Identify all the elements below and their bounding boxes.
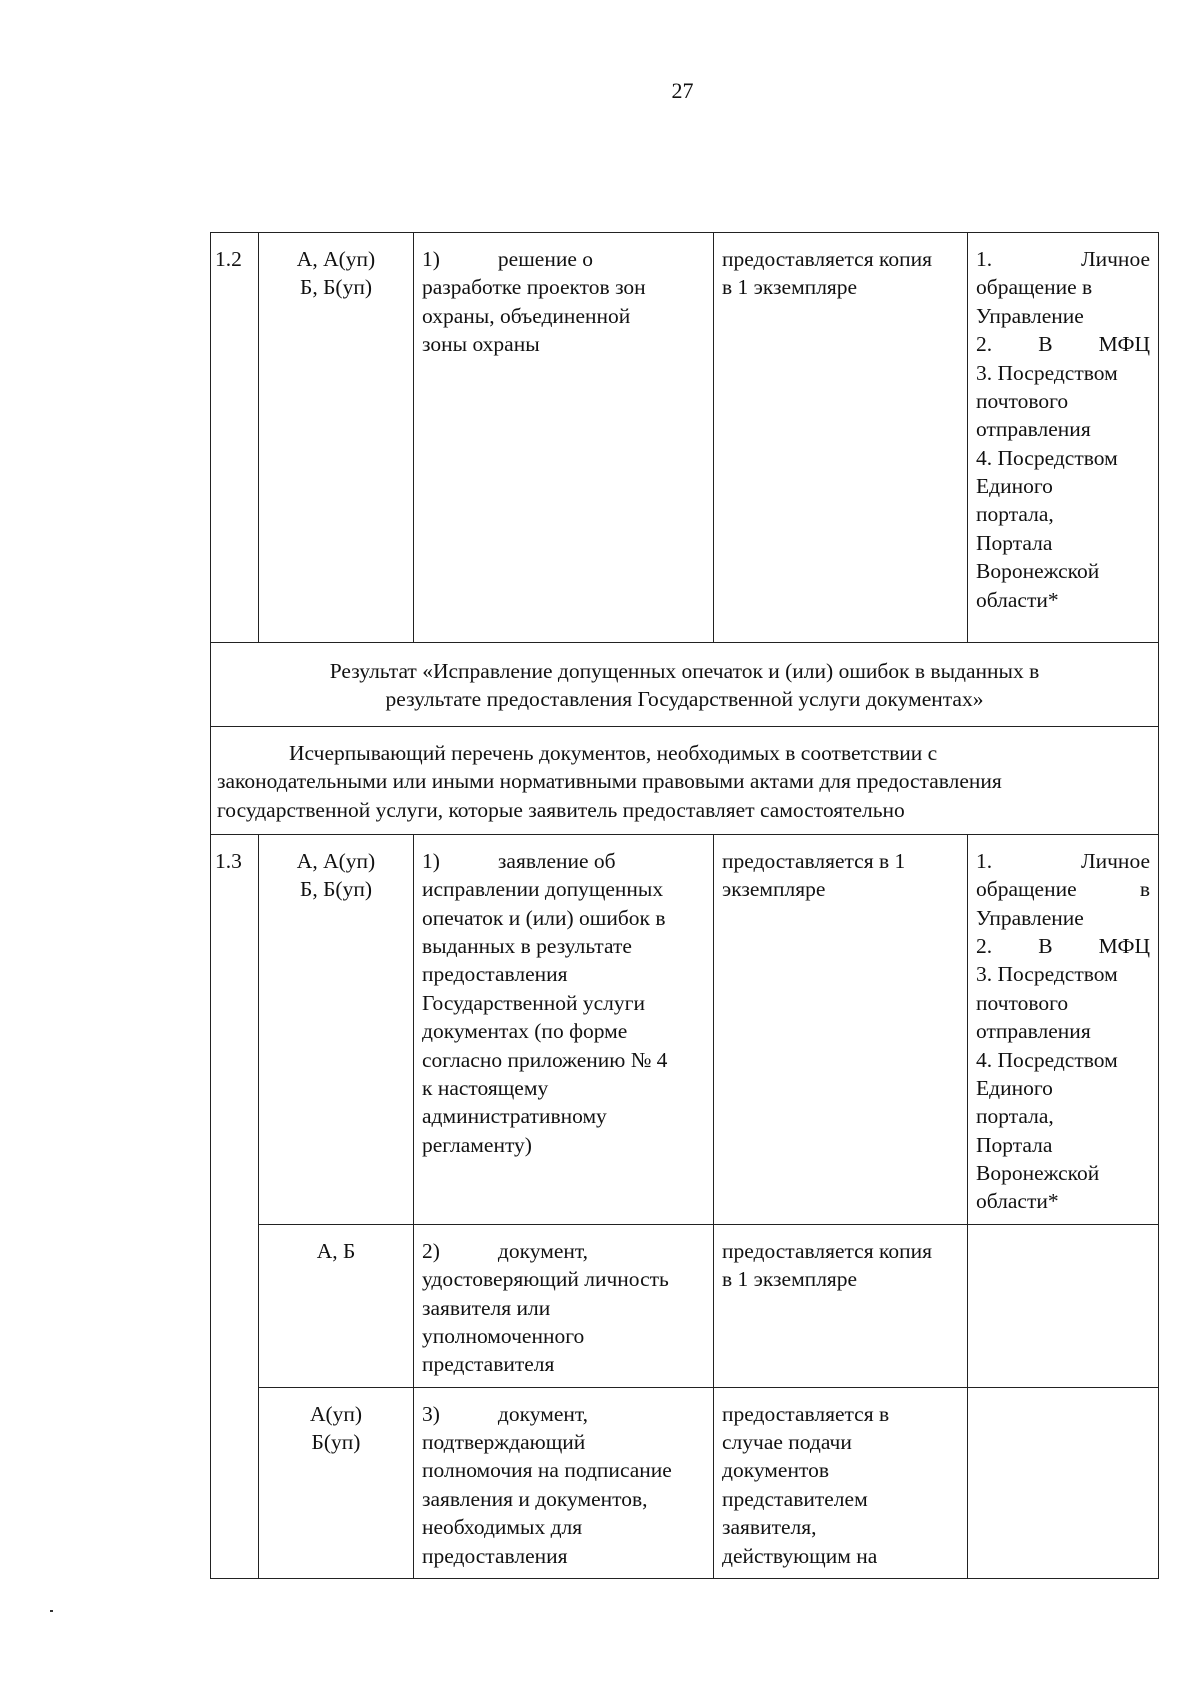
document-requirement: предоставляется в случае подачи документов представителем заявителя, действующим на	[714, 1387, 968, 1578]
table-row-1-3-item-2	[211, 1224, 1159, 1387]
table-row-1-3-item-3	[211, 1387, 1159, 1578]
document-name: 1) решение о разработке проектов зон охраны, объединенной зоны охраны	[414, 233, 714, 643]
applicant-categories: А, Б	[259, 1224, 414, 1387]
submission-methods: 1. Личное обращение в Управление 2. В МФЦ 3. Посредством почтового отправления 4. Посредством Единого портала, Портала Воронежской области*	[968, 233, 1159, 643]
document-name: 2) документ, удостоверяющий личность заявителя или уполномоченного представителя	[414, 1224, 714, 1387]
document-requirement: предоставляется копия в 1 экземпляре	[714, 233, 968, 643]
applicant-categories: А, А(уп) Б, Б(уп)	[259, 834, 414, 1224]
row-number: 1.2	[211, 233, 259, 643]
page-number: 27	[671, 78, 694, 103]
submission-methods	[968, 1224, 1159, 1387]
document-name: 3) документ, подтверждающий полномочия на подписание заявления и документов, необходимых для предоставления	[414, 1387, 714, 1578]
documents-list-header: Исчерпывающий перечень документов, необходимых в соответствии с законодательными или иными нормативными правовыми актами для предоставления государственной услуги, которые заявитель предоставляет самостоятельно	[211, 726, 1159, 834]
document-name: 1) заявление об исправлении допущенных опечаток и (или) ошибок в выданных в результате предоставления Государственной услуги документах (по форме согласно приложению № 4 к настоящему административному регламенту)	[414, 834, 714, 1224]
table-row-1-2	[211, 233, 1159, 643]
row-number: 1.3	[211, 834, 259, 1578]
table-row-1-3-item-1	[211, 834, 1159, 1224]
applicant-categories: А(уп) Б(уп)	[259, 1387, 414, 1578]
document-requirement: предоставляется в 1 экземпляре	[714, 834, 968, 1224]
scan-artifact-dot	[50, 1610, 53, 1612]
result-header: Результат «Исправление допущенных опечаток и (или) ошибок в выданных в результате предоставления Государственной услуги документах»	[211, 643, 1159, 727]
result-header-row	[211, 643, 1159, 727]
documents-table	[210, 232, 1159, 1579]
document-requirement: предоставляется копия в 1 экземпляре	[714, 1224, 968, 1387]
submission-methods	[968, 1387, 1159, 1578]
list-header-row	[211, 726, 1159, 834]
submission-methods: 1. Личное обращение в Управление 2. В МФЦ 3. Посредством почтового отправления 4. Посредством Единого портала, Портала Воронежской области*	[968, 834, 1159, 1224]
applicant-categories: А, А(уп) Б, Б(уп)	[259, 233, 414, 643]
